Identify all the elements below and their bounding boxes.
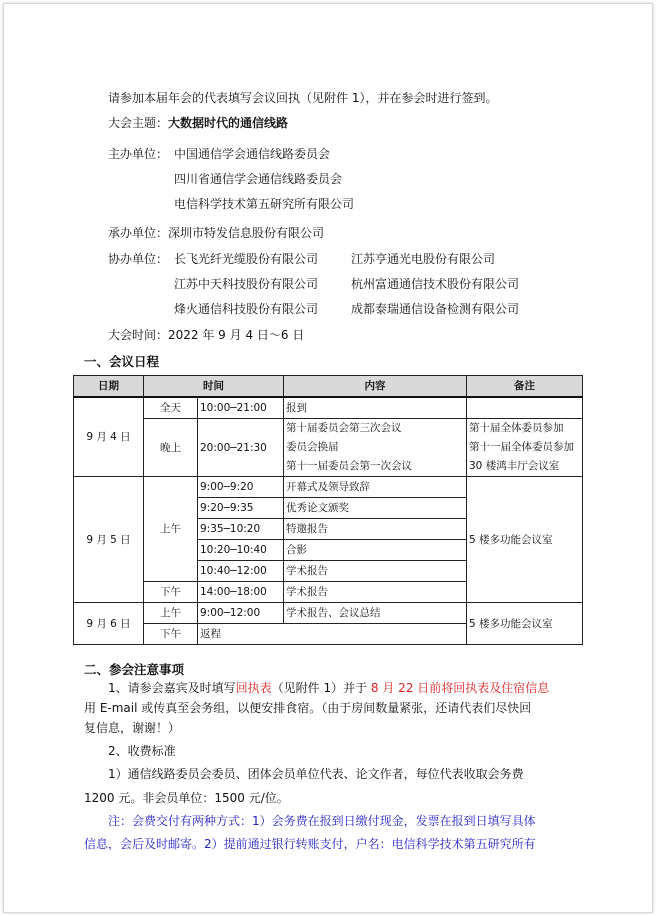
time-cell: 10:00─21:00 — [198, 397, 284, 419]
organizer-row — [108, 225, 324, 241]
table-row — [74, 397, 583, 419]
note-cell — [467, 397, 583, 419]
content-cell: 开幕式及领导致辞 — [284, 477, 467, 498]
table-row — [74, 419, 583, 477]
host-org-1: 中国通信学会通信线路委员会 — [174, 147, 331, 161]
note-1-line-3: 复信息，谢谢！） — [84, 721, 181, 735]
theme-row — [108, 115, 288, 131]
content-cell: 学术报告、会议总结 — [284, 603, 467, 624]
period-cell: 全天 — [144, 397, 198, 419]
fee-line-1: 1）通信线路委员会委员、团体会员单位代表、论文作者，每位代表收取会务费 — [108, 767, 524, 781]
header-date: 日期 — [74, 376, 144, 398]
payment-line-1: 注：会费交付有两种方式：1）会务费在报到日缴付现金，发票在报到日填写具体 — [108, 814, 536, 828]
fee-line-2: 1200 元。非会员单位：1500 元/位。 — [84, 791, 289, 805]
note-line: 第十届全体委员参加 — [469, 422, 564, 434]
table-row — [74, 603, 583, 624]
period-cell: 下午 — [144, 582, 198, 603]
co-organizer-4: 杭州富通通信技术股份有限公司 — [351, 277, 520, 291]
note-1-red-form: 回执表 — [235, 681, 272, 695]
time-cell: 9:35─10:20 — [198, 519, 284, 540]
date-cell: 9 月 4 日 — [74, 397, 144, 477]
time-cell: 9:00─9:20 — [198, 477, 284, 498]
period-cell: 晚上 — [144, 419, 198, 477]
note-cell: 5 楼多功能会议室 — [467, 477, 583, 603]
content-cell: 合影 — [284, 540, 467, 561]
note-1-red-deadline: 8 月 22 日前将回执表及住宿信息 — [370, 681, 550, 695]
date-cell: 9 月 5 日 — [74, 477, 144, 603]
host-org-3: 电信科学技术第五研究所有限公司 — [174, 197, 355, 211]
time-cell: 9:00─12:00 — [198, 603, 284, 624]
content-line: 第十届委员会第三次会议 — [286, 422, 402, 434]
note-cell — [467, 419, 583, 477]
meeting-time-value: 2022 年 9 月 4 日～6 日 — [168, 328, 305, 342]
time-cell: 10:20─10:40 — [198, 540, 284, 561]
time-cell: 9:20─9:35 — [198, 498, 284, 519]
section-2-title: 二、参会注意事项 — [84, 662, 185, 677]
schedule-header-row — [74, 376, 583, 398]
date-cell: 9 月 6 日 — [74, 603, 144, 645]
header-content: 内容 — [284, 376, 467, 398]
theme-value: 大数据时代的通信线路 — [168, 116, 289, 130]
meeting-time-label: 大会时间： — [108, 328, 169, 342]
intro-text: 请参加本届年会的代表填写会议回执（见附件 1），并在参会时进行签到。 — [108, 91, 498, 105]
co-organizer-2: 江苏亨通光电股份有限公司 — [351, 252, 496, 266]
note-1-mid: （见附件 1）并于 — [271, 681, 371, 695]
theme-label: 大会主题： — [108, 116, 169, 130]
header-time: 时间 — [144, 376, 284, 398]
time-cell: 20:00─21:30 — [198, 419, 284, 477]
schedule-table — [73, 375, 583, 645]
note-1-line-2: 用 E-mail 或传真至会务组，以便安排食宿。（由于房间数量紧张，还请代表们尽快回 — [84, 701, 532, 715]
section-1-title: 一、会议日程 — [84, 354, 160, 369]
note-line: 第十一届全体委员参加 — [469, 441, 574, 453]
content-cell: 学术报告 — [284, 561, 467, 582]
host-label: 主办单位： — [108, 147, 169, 161]
time-cell: 14:00─18:00 — [198, 582, 284, 603]
payment-line-2: 信息，会后及时邮寄。2）提前通过银行转账支付，户名：电信科学技术第五研究所有 — [84, 837, 536, 851]
meeting-time-row — [108, 327, 304, 343]
content-cell — [284, 419, 467, 477]
organizer-label: 承办单位： — [108, 226, 169, 240]
content-cell: 优秀论文颁奖 — [284, 498, 467, 519]
period-cell: 下午 — [144, 624, 198, 645]
content-line: 委员会换届 — [286, 441, 339, 453]
note-line: 30 楼鸿丰厅会议室 — [469, 460, 560, 472]
time-cell: 10:40─12:00 — [198, 561, 284, 582]
organizer-value: 深圳市特发信息股份有限公司 — [168, 226, 325, 240]
co-organizer-3: 江苏中天科技股份有限公司 — [174, 277, 319, 291]
content-line: 第十一届委员会第一次会议 — [286, 460, 412, 472]
note-2-title: 2、收费标准 — [108, 744, 176, 758]
co-organizer-1: 长飞光纤光缆股份有限公司 — [174, 252, 319, 266]
period-cell: 上午 — [144, 477, 198, 582]
note-1-line-1 — [108, 680, 549, 696]
content-cell: 返程 — [198, 624, 467, 645]
note-1-prefix: 1、请参会嘉宾及时填写 — [108, 681, 236, 695]
co-organizer-5: 烽火通信科技股份有限公司 — [174, 302, 319, 316]
note-cell: 5 楼多功能会议室 — [467, 603, 583, 645]
content-cell: 特邀报告 — [284, 519, 467, 540]
co-organizer-6: 成都泰瑞通信设备检测有限公司 — [351, 302, 520, 316]
co-organizer-label: 协办单位： — [108, 252, 169, 266]
host-org-2: 四川省通信学会通信线路委员会 — [174, 172, 343, 186]
content-cell: 学术报告 — [284, 582, 467, 603]
header-note: 备注 — [467, 376, 583, 398]
content-cell: 报到 — [284, 397, 467, 419]
table-row — [74, 477, 583, 498]
period-cell: 上午 — [144, 603, 198, 624]
